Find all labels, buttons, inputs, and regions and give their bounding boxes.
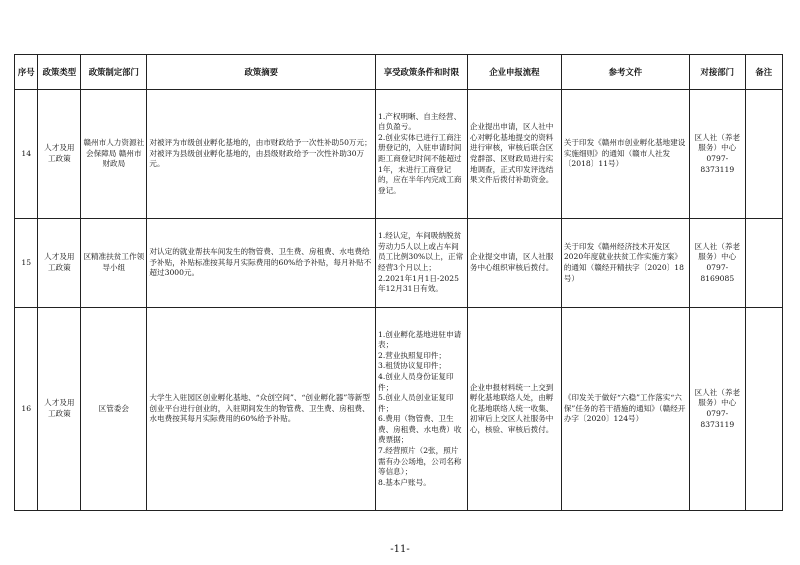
row-type: 人才及用工政策 [38, 308, 81, 511]
row-remark [745, 308, 782, 511]
table-row [15, 308, 783, 511]
row-reference: 关于印发《赣州经济技术开发区2020年度就业扶贫工作实施方案》的通知（赣经开精扶字〔2020〕18号） [561, 219, 689, 308]
row-process: 企业提交申请，区人社服务中心组织审核后拨付。 [467, 219, 561, 308]
condition-line: 8.基本户账号。 [378, 477, 431, 487]
header-summary: 政策摘要 [147, 55, 376, 90]
row-type: 人才及用工政策 [38, 90, 81, 219]
condition-line: 4.创业人员身份证复印件； [378, 371, 454, 392]
header-reference: 参考文件 [561, 55, 689, 90]
condition-line: 3.租赁协议复印件； [378, 361, 446, 371]
table-header-row [15, 55, 783, 90]
condition-line: 2.创业实体已进行工商注册登记的，入驻申请时间距工商登记时间不能超过1年，未进行工商登记的，应在半年内完成工商登记。 [378, 132, 462, 195]
condition-line: 1.经认定，车间吸纳脱贫劳动力5人以上或占车间员工比例30%以上，正常经营3个月以上； [378, 231, 464, 272]
header-process: 企业申报流程 [467, 55, 561, 90]
row-type: 人才及用工政策 [38, 219, 81, 308]
row-dept: 区管委会 [81, 308, 147, 511]
header-type: 政策类型 [38, 55, 81, 90]
condition-line: 7.经营照片（2张，照片需有办公场地，公司名称等信息）； [378, 446, 462, 477]
row-conditions [376, 308, 468, 511]
header-conditions: 享受政策条件和时限 [376, 55, 468, 90]
table-row [15, 90, 783, 219]
condition-line: 6.费用（物管费、卫生费、房租费、水电费）收费票据； [378, 414, 462, 445]
row-contact: 区人社（养老服务）中心 0797-8373119 [690, 308, 746, 511]
row-contact: 区人社（养老服务）中心 0797-8373119 [690, 90, 746, 219]
condition-line: 5.创业人员创业证复印件； [378, 393, 454, 413]
policy-table [14, 54, 783, 511]
row-summary: 对被评为市级创业孵化基地的，由市财政给予一次性补助50万元；对被评为县级创业孵化基地的，由县级财政给予一次性补助30万元。 [147, 90, 376, 219]
row-reference: 关于印发《赣州市创业孵化基地建设实施细则》的通知（赣市人社发〔2018〕11号） [561, 90, 689, 219]
row-process: 企业提出申请，区人社中心对孵化基地提交的资料进行审核，审核后联合区党群部、区财政局进行实地调查，正式印发评选结果文件后拨付补助资金。 [467, 90, 561, 219]
header-contact: 对接部门 [690, 55, 746, 90]
row-reference: 《印发关于做好“六稳”工作落实“六保”任务的若干措施的通知》（赣经开办字〔2020〕124号） [561, 308, 689, 511]
page-number: -11- [390, 544, 410, 555]
table-row [15, 219, 783, 308]
row-process: 企业申报材料统一上交到孵化基地联络人处，由孵化基地联络人统一收集、初审后上交区人社服务中心，核验、审核后拨付。 [467, 308, 561, 511]
row-remark [745, 219, 782, 308]
row-conditions [376, 219, 468, 308]
row-no: 14 [15, 90, 38, 219]
row-remark [745, 90, 782, 219]
row-contact: 区人社（养老服务）中心 0797-8169085 [690, 219, 746, 308]
condition-line: 2.营业执照复印件； [378, 350, 446, 360]
row-dept: 赣州市人力资源社会保障局 赣州市财政局 [81, 90, 147, 219]
condition-line: 1.产权明晰、自主经营、自负盈亏。 [378, 111, 462, 132]
condition-line: 1.创业孵化基地进驻申请表； [378, 329, 462, 350]
row-dept: 区精准扶贫工作领导小组 [81, 219, 147, 308]
row-no: 16 [15, 308, 38, 511]
row-no: 15 [15, 219, 38, 308]
condition-line: 2.2021年1月1日-2025年12月31日有效。 [378, 273, 459, 294]
row-conditions [376, 90, 468, 219]
header-remark: 备注 [745, 55, 782, 90]
header-dept: 政策制定部门 [81, 55, 147, 90]
row-summary: 对认定的就业帮扶车间发生的物管费、卫生费、房租费、水电费给予补贴，补贴标准按其每月实际费用的60%给予补贴，每月补贴不超过3000元。 [147, 219, 376, 308]
header-no: 序号 [15, 55, 38, 90]
row-summary: 大学生入驻园区创业孵化基地、“众创空间”、“创业孵化器”等新型创业平台进行创业的，入驻期间发生的物管费、卫生费、房租费、水电费按其每月实际费用的60%给予补贴。 [147, 308, 376, 511]
